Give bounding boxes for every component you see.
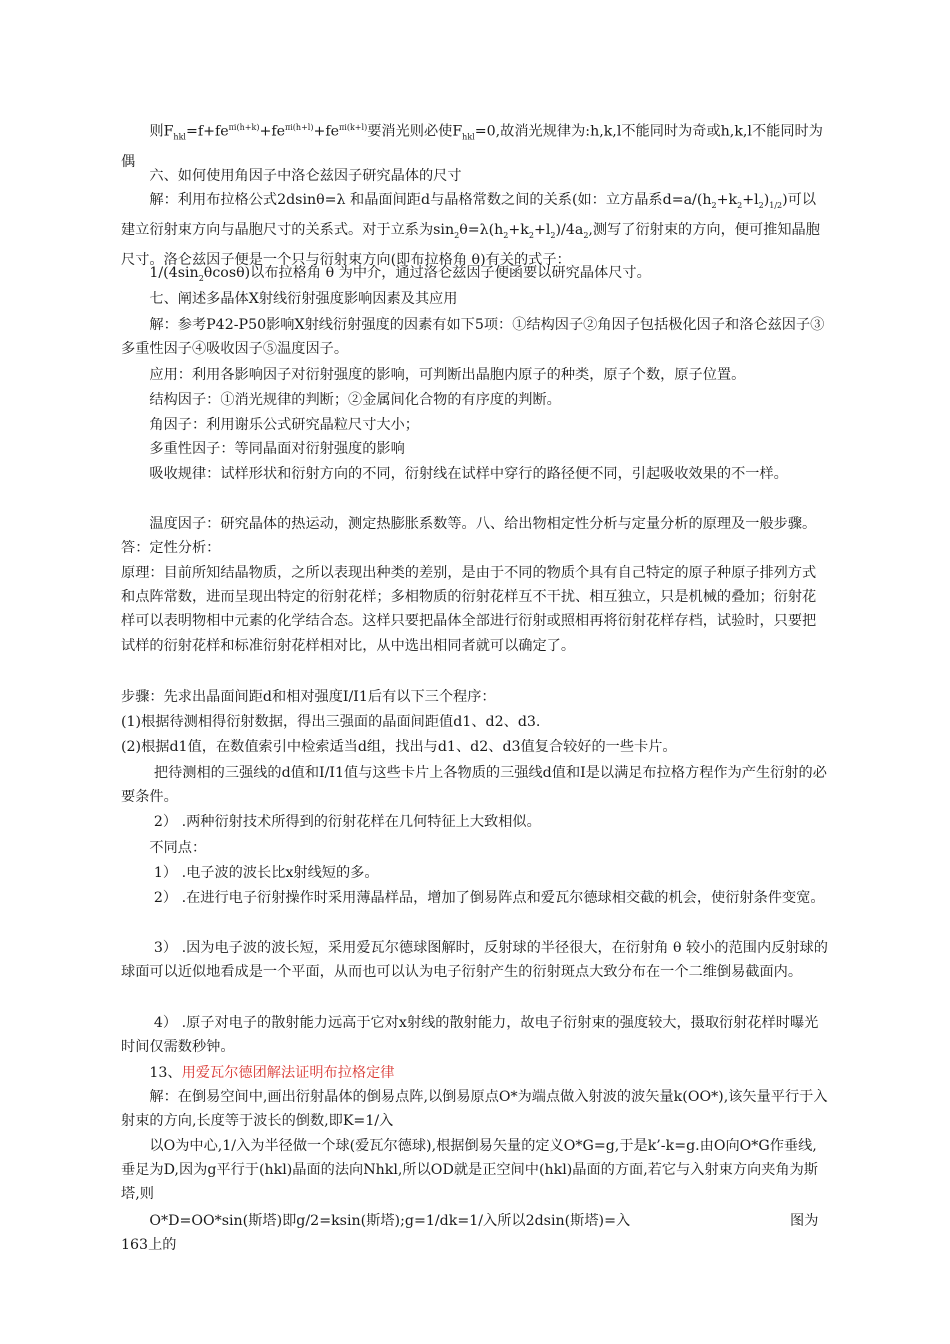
- paragraph-temperature: 温度因子：研究晶体的热运动，测定热膨胀系数等。八、给出物相定性分析与定量分析的原理及一般步骤。答：定性分析：: [121, 516, 817, 557]
- script-text: hkl: [462, 132, 475, 142]
- script-text: 2: [198, 273, 204, 283]
- script-text: 2: [550, 230, 556, 240]
- heading-seven: 七、阐述多晶体X射线衍射强度影响因素及其应用: [121, 291, 458, 307]
- paragraph-steps: 步骤：先求出晶面间距d和相对强度I/I1后有以下三个程序：: [121, 689, 496, 705]
- paragraph-diff-4: 4） .原子对电子的散射能力远高于它对x射线的散射能力，故电子衍射束的强度较大，摄取衍射花样时曝光时间仅需数秒钟。: [121, 1015, 819, 1056]
- paragraph-diff-3: 3） .因为电子波的波长短，采用爱瓦尔德球图解时，反射球的半径很大，在衍射角 θ 较小的范围内反射球的球面可以近似地看成是一个平面，从而也可以认为电子衍射产生的衍射斑点大致分布在一个二维倒易截面内。: [121, 940, 828, 981]
- paragraph-step-2: (2)根据d1值，在数值索引中检索适当d组，找出与d1、d2、d3值复合较好的一些卡片。: [121, 739, 677, 755]
- paragraph-diff-1: 1） .电子波的波长比x射线短的多。: [121, 865, 379, 881]
- highlighted-title: 用爱瓦尔德团解法证明布拉格定律: [181, 1065, 395, 1081]
- heading-six: 六、如何使用角因子中洛仑兹因子研究晶体的尺寸: [121, 168, 462, 184]
- script-text: πi(h+l): [284, 123, 314, 132]
- paragraph-diff-2: 2） .在进行电子衍射操作时采用薄晶样品，增加了倒易阵点和爱瓦尔德球相交截的机会，使衍射条件变宽。: [121, 890, 825, 906]
- script-text: 2: [503, 230, 509, 240]
- paragraph-absorption: 吸收规律：试样形状和衍射方向的不同，衍射线在试样中穿行的路径便不同，引起吸收效果的不一样。: [121, 466, 788, 482]
- figure-note-right: 图为: [790, 1213, 819, 1229]
- script-text: 2: [711, 200, 717, 210]
- paragraph-ewald-1: 解：在倒易空间中,画出衍射晶体的倒易点阵,以倒易原点O*为端点做入射波的波矢量k(OO*),该矢量平行于入射束的方向,长度等于波长的倒数,即K=1/入: [121, 1089, 828, 1130]
- paragraph-multiplicity: 多重性因子：等同晶面对衍射强度的影响: [121, 441, 405, 457]
- paragraph-page-ref: 163上的: [121, 1237, 177, 1253]
- script-text: 2: [737, 200, 743, 210]
- paragraph-ewald-2: 以O为中心,1/入为半径做一个球(爱瓦尔德球),根据倒易矢量的定义O*G=g,于是k’-k=g.由O向O*G作垂线,垂足为D,因为g平行于(hkl)晶面的法向Nhkl,所以OD就是正空间中(hkl)晶面的方面,若它与入射束方向夹角为斯塔,则: [121, 1138, 818, 1203]
- paragraph-similar: 2） .两种衍射技术所得到的衍射花样在几何特征上大致相似。: [121, 814, 541, 830]
- paragraph-extinction-rule: 则$F_{hkl}=f+fe^{\pi i(h+k)}+fe^{\pi i(h+l)}+fe^{\pi i(k+l)}$要消光则必使$F_{hkl}=0$,故消光规律为:h,k,l不能同时为奇或h,k,l不能同时为偶: [121, 123, 823, 170]
- script-text: πi(k+l): [339, 123, 368, 132]
- script-text: 1/2: [769, 200, 783, 210]
- paragraph-ewald-3: O*D=OO*sin(斯塔)即g/2=ksin(斯塔);g=1/dk=1/入所以2dsin(斯塔)=入: [121, 1213, 631, 1229]
- script-text: πi(h+k): [228, 123, 260, 132]
- paragraph-six-answer: 解：利用布拉格公式2dsinθ=λ 和晶面间距d与晶格常数之间的关系(如：立方晶系$d=a/(h_2+k_2+l_2)_{1/2}$)可以建立衍射束方向与晶胞尺寸的关系式。对于立系为$\sin_2\theta=\lambda(h_2+k_2+l_2)/4a_2$,测写了衍射束的方向，便可推知晶胞尺寸。洛仑兹因子便是一个只与衍射束方向(即布拉格角 θ)有关的式子：: [121, 192, 820, 269]
- paragraph-principle: 原理：目前所知结晶物质，之所以表现出种类的差别，是由于不同的物质个具有自己特定的原子种原子排列方式和点阵常数，进而呈现出特定的衍射花样；多相物质的衍射花样互不干扰、相互独立，只是机械的叠加；衍射花样可以表明物相中元素的化学结合态。这样只要把晶体全部进行衍射或照相再将衍射花样存档，试验时，只要把试样的衍射花样和标准衍射花样相对比，从中选出相同者就可以确定了。: [121, 565, 817, 654]
- script-text: 2: [528, 230, 534, 240]
- paragraph-angle-factor: 角因子：利用谢乐公式研究晶粒尺寸大小；: [121, 417, 419, 433]
- heading-thirteen: 13、用爱瓦尔德团解法证明布拉格定律: [121, 1065, 395, 1081]
- paragraph-differences-heading: 不同点：: [121, 840, 207, 856]
- paragraph-seven-answer: 解：参考P42-P50影响X射线衍射强度的因素有如下5项：①结构因子②角因子包括极化因子和洛仑兹因子③多重性因子④吸收因子⑤温度因子。: [121, 317, 825, 358]
- paragraph-step-1: (1)根据待测相得衍射数据，得出三强面的晶面间距值d1、d2、d3.: [121, 714, 541, 730]
- script-text: 2: [454, 230, 460, 240]
- script-text: 2: [758, 200, 764, 210]
- script-text: 2: [583, 230, 589, 240]
- paragraph-lorentz: $1/(4\sin_2\theta\cos\theta)$以布拉格角 θ 为中介，通过洛仑兹因子便函要以研究晶体尺寸。: [121, 265, 651, 283]
- paragraph-compare: 把待测相的三强线的d值和I/I1值与这些卡片上各物质的三强线d值和I是以满足布拉格方程作为产生衍射的必要条件。: [121, 765, 827, 806]
- paragraph-structure-factor: 结构因子：①消光规律的判断；②金属间化合物的有序度的判断。: [121, 392, 561, 408]
- paragraph-application: 应用：利用各影响因子对衍射强度的影响，可判断出晶胞内原子的种类，原子个数，原子位置。: [121, 367, 746, 383]
- script-text: hkl: [173, 132, 186, 142]
